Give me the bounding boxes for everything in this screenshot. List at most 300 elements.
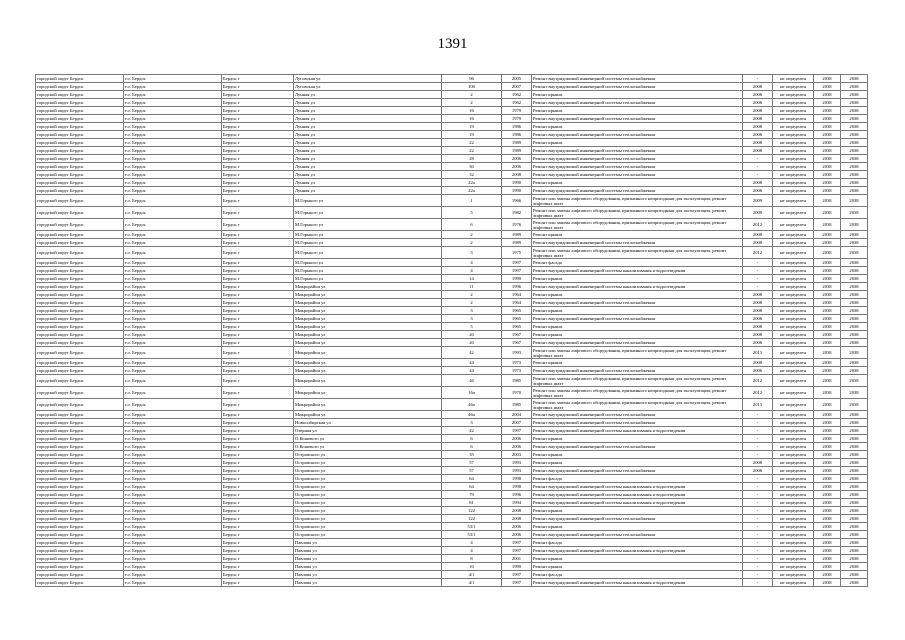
- last-repair-cell: 2008: [743, 459, 773, 467]
- settlement-cell: г.о. Бердск: [124, 75, 222, 83]
- work-type-cell: Ремонт внутридомовой инженерной системы теплоснабжения: [532, 419, 743, 427]
- work-type-cell: Ремонт фасада: [532, 259, 743, 267]
- plan-start-cell: 2038: [814, 499, 841, 507]
- work-type-cell: Ремонт или замена лифтового оборудования, признанного непригодным для эксплуатации, ремонт лифтовых шахт: [532, 387, 743, 399]
- street-cell: Павлова ул: [294, 539, 442, 547]
- table-row: [36, 331, 868, 339]
- house-number-cell: 22: [442, 147, 502, 155]
- plan-end-cell: 2038: [841, 427, 868, 435]
- plan-status-cell: не определен: [773, 367, 814, 375]
- municipality-cell: городской округ Бердск: [36, 515, 124, 523]
- house-number-cell: 2: [442, 91, 502, 99]
- built-year-cell: 1990: [502, 187, 532, 195]
- built-year-cell: 2007: [502, 419, 532, 427]
- plan-status-cell: не определен: [773, 387, 814, 399]
- house-number-cell: 11: [442, 283, 502, 291]
- plan-end-cell: 2038: [841, 195, 868, 207]
- settlement-cell: г.о. Бердск: [124, 163, 222, 171]
- plan-end-cell: 2038: [841, 347, 868, 359]
- settlement-cell: г.о. Бердск: [124, 195, 222, 207]
- city-cell: Бердск г: [222, 195, 294, 207]
- plan-status-cell: не определен: [773, 171, 814, 179]
- built-year-cell: 1970: [502, 387, 532, 399]
- work-type-cell: Ремонт внутридомовой инженерной системы теплоснабжения: [532, 299, 743, 307]
- last-repair-cell: 2009: [743, 207, 773, 219]
- plan-end-cell: 2038: [841, 275, 868, 283]
- plan-start-cell: 2038: [814, 515, 841, 523]
- built-year-cell: 1993: [502, 459, 532, 467]
- work-type-cell: Ремонт внутридомовой инженерной системы теплоснабжения: [532, 147, 743, 155]
- street-cell: Островского ул: [294, 483, 442, 491]
- city-cell: Бердск г: [222, 91, 294, 99]
- city-cell: Бердск г: [222, 459, 294, 467]
- last-repair-cell: -: [743, 267, 773, 275]
- built-year-cell: 2003: [502, 451, 532, 459]
- built-year-cell: 1990: [502, 179, 532, 187]
- table-row: [36, 467, 868, 475]
- street-cell: Павлова ул: [294, 563, 442, 571]
- city-cell: Бердск г: [222, 155, 294, 163]
- plan-status-cell: не определен: [773, 539, 814, 547]
- city-cell: Бердск г: [222, 275, 294, 283]
- last-repair-cell: -: [743, 555, 773, 563]
- plan-start-cell: 2038: [814, 427, 841, 435]
- plan-start-cell: 2038: [814, 115, 841, 123]
- city-cell: Бердск г: [222, 123, 294, 131]
- plan-status-cell: не определен: [773, 219, 814, 231]
- municipality-cell: городской округ Бердск: [36, 419, 124, 427]
- work-type-cell: Ремонт крыши: [532, 123, 743, 131]
- plan-start-cell: 2038: [814, 435, 841, 443]
- city-cell: Бердск г: [222, 531, 294, 539]
- plan-start-cell: 2038: [814, 171, 841, 179]
- municipality-cell: городской округ Бердск: [36, 239, 124, 247]
- plan-status-cell: не определен: [773, 323, 814, 331]
- city-cell: Бердск г: [222, 75, 294, 83]
- plan-status-cell: не определен: [773, 207, 814, 219]
- built-year-cell: 1962: [502, 91, 532, 99]
- built-year-cell: 1982: [502, 207, 532, 219]
- last-repair-cell: -: [743, 283, 773, 291]
- built-year-cell: 1966: [502, 195, 532, 207]
- settlement-cell: г.о. Бердск: [124, 507, 222, 515]
- plan-start-cell: 2038: [814, 219, 841, 231]
- built-year-cell: 1976: [502, 219, 532, 231]
- settlement-cell: г.о. Бердск: [124, 359, 222, 367]
- street-cell: М.Горького ул: [294, 259, 442, 267]
- last-repair-cell: 2008: [743, 299, 773, 307]
- table-row: [36, 411, 868, 419]
- table-row: [36, 367, 868, 375]
- city-cell: Бердск г: [222, 539, 294, 547]
- plan-status-cell: не определен: [773, 579, 814, 587]
- plan-end-cell: 2038: [841, 547, 868, 555]
- municipality-cell: городской округ Бердск: [36, 291, 124, 299]
- last-repair-cell: 2008: [743, 291, 773, 299]
- house-number-cell: 6: [442, 435, 502, 443]
- plan-end-cell: 2038: [841, 131, 868, 139]
- plan-end-cell: 2038: [841, 367, 868, 375]
- plan-start-cell: 2038: [814, 75, 841, 83]
- street-cell: Островского ул: [294, 491, 442, 499]
- built-year-cell: 2006: [502, 155, 532, 163]
- house-number-cell: 64: [442, 483, 502, 491]
- city-cell: Бердск г: [222, 339, 294, 347]
- table-row: [36, 571, 868, 579]
- built-year-cell: 1997: [502, 539, 532, 547]
- table-row: [36, 267, 868, 275]
- settlement-cell: г.о. Бердск: [124, 247, 222, 259]
- plan-start-cell: 2038: [814, 107, 841, 115]
- last-repair-cell: 2008: [743, 83, 773, 91]
- plan-start-cell: 2038: [814, 207, 841, 219]
- built-year-cell: 1997: [502, 579, 532, 587]
- settlement-cell: г.о. Бердск: [124, 451, 222, 459]
- municipality-cell: городской округ Бердск: [36, 331, 124, 339]
- table-row: [36, 507, 868, 515]
- last-repair-cell: -: [743, 483, 773, 491]
- built-year-cell: 1989: [502, 239, 532, 247]
- plan-end-cell: 2038: [841, 83, 868, 91]
- table-row: [36, 515, 868, 523]
- municipality-cell: городской округ Бердск: [36, 555, 124, 563]
- house-number-cell: 79: [442, 491, 502, 499]
- street-cell: Микрорайон ул: [294, 339, 442, 347]
- city-cell: Бердск г: [222, 579, 294, 587]
- municipality-cell: городской округ Бердск: [36, 139, 124, 147]
- work-type-cell: Ремонт внутридомовой инженерной системы теплоснабжения: [532, 131, 743, 139]
- plan-start-cell: 2038: [814, 419, 841, 427]
- city-cell: Бердск г: [222, 299, 294, 307]
- work-type-cell: Ремонт фасада: [532, 475, 743, 483]
- table-row: [36, 323, 868, 331]
- work-type-cell: Ремонт или замена лифтового оборудования, признанного непригодным для эксплуатации, ремонт лифтовых шахт: [532, 219, 743, 231]
- last-repair-cell: 2008: [743, 359, 773, 367]
- table-row: [36, 375, 868, 387]
- city-cell: Бердск г: [222, 443, 294, 451]
- house-number-cell: 44: [442, 367, 502, 375]
- street-cell: Микрорайон ул: [294, 359, 442, 367]
- municipality-cell: городской округ Бердск: [36, 219, 124, 231]
- municipality-cell: городской округ Бердск: [36, 443, 124, 451]
- table-row: [36, 339, 868, 347]
- plan-status-cell: не определен: [773, 307, 814, 315]
- table-row: [36, 579, 868, 587]
- settlement-cell: г.о. Бердск: [124, 307, 222, 315]
- plan-start-cell: 2038: [814, 399, 841, 411]
- plan-start-cell: 2038: [814, 147, 841, 155]
- municipality-cell: городской округ Бердск: [36, 579, 124, 587]
- plan-end-cell: 2038: [841, 387, 868, 399]
- plan-status-cell: не определен: [773, 179, 814, 187]
- house-number-cell: 122: [442, 507, 502, 515]
- last-repair-cell: -: [743, 499, 773, 507]
- work-type-cell: Ремонт крыши: [532, 331, 743, 339]
- settlement-cell: г.о. Бердск: [124, 155, 222, 163]
- plan-end-cell: 2038: [841, 475, 868, 483]
- settlement-cell: г.о. Бердск: [124, 139, 222, 147]
- municipality-cell: городской округ Бердск: [36, 107, 124, 115]
- table-row: [36, 275, 868, 283]
- settlement-cell: г.о. Бердск: [124, 147, 222, 155]
- built-year-cell: 1989: [502, 139, 532, 147]
- house-number-cell: 20: [442, 339, 502, 347]
- municipality-cell: городской округ Бердск: [36, 359, 124, 367]
- municipality-cell: городской округ Бердск: [36, 399, 124, 411]
- house-number-cell: 3: [442, 419, 502, 427]
- last-repair-cell: 2009: [743, 195, 773, 207]
- settlement-cell: г.о. Бердск: [124, 563, 222, 571]
- plan-status-cell: не определен: [773, 275, 814, 283]
- last-repair-cell: -: [743, 579, 773, 587]
- table-row: [36, 491, 868, 499]
- settlement-cell: г.о. Бердск: [124, 275, 222, 283]
- plan-start-cell: 2038: [814, 139, 841, 147]
- table-row: [36, 435, 868, 443]
- work-type-cell: Ремонт внутридомовой инженерной системы теплоснабжения: [532, 367, 743, 375]
- last-repair-cell: 2006: [743, 187, 773, 195]
- city-cell: Бердск г: [222, 571, 294, 579]
- built-year-cell: 2006: [502, 523, 532, 531]
- street-cell: М.Горького ул: [294, 219, 442, 231]
- work-type-cell: Ремонт или замена лифтового оборудования, признанного непригодным для эксплуатации, ремонт лифтовых шахт: [532, 399, 743, 411]
- plan-status-cell: не определен: [773, 411, 814, 419]
- work-type-cell: Ремонт внутридомовой инженерной системы теплоснабжения: [532, 531, 743, 539]
- street-cell: Островского ул: [294, 475, 442, 483]
- plan-start-cell: 2038: [814, 483, 841, 491]
- settlement-cell: г.о. Бердск: [124, 207, 222, 219]
- work-type-cell: Ремонт крыши: [532, 179, 743, 187]
- plan-end-cell: 2038: [841, 171, 868, 179]
- street-cell: Новосибирская ул: [294, 419, 442, 427]
- city-cell: Бердск г: [222, 387, 294, 399]
- municipality-cell: городской округ Бердск: [36, 299, 124, 307]
- house-number-cell: 81: [442, 499, 502, 507]
- built-year-cell: 1979: [502, 115, 532, 123]
- data-table-container: [35, 74, 867, 587]
- plan-status-cell: не определен: [773, 123, 814, 131]
- house-number-cell: 16а: [442, 387, 502, 399]
- house-number-cell: 64: [442, 475, 502, 483]
- plan-status-cell: не определен: [773, 523, 814, 531]
- municipality-cell: городской округ Бердск: [36, 499, 124, 507]
- municipality-cell: городской округ Бердск: [36, 231, 124, 239]
- plan-start-cell: 2038: [814, 195, 841, 207]
- house-number-cell: 5: [442, 207, 502, 219]
- work-type-cell: Ремонт внутридомовой инженерной системы теплоснабжения: [532, 467, 743, 475]
- street-cell: Островского ул: [294, 451, 442, 459]
- last-repair-cell: -: [743, 259, 773, 267]
- plan-status-cell: не определен: [773, 83, 814, 91]
- plan-end-cell: 2038: [841, 563, 868, 571]
- house-number-cell: 5: [442, 323, 502, 331]
- settlement-cell: г.о. Бердск: [124, 443, 222, 451]
- last-repair-cell: 2012: [743, 219, 773, 231]
- street-cell: Лунная ул: [294, 187, 442, 195]
- plan-status-cell: не определен: [773, 267, 814, 275]
- settlement-cell: г.о. Бердск: [124, 259, 222, 267]
- house-number-cell: 2: [442, 99, 502, 107]
- city-cell: Бердск г: [222, 491, 294, 499]
- plan-start-cell: 2038: [814, 459, 841, 467]
- street-cell: О.Кошевого ул: [294, 443, 442, 451]
- city-cell: Бердск г: [222, 239, 294, 247]
- city-cell: Бердск г: [222, 331, 294, 339]
- plan-end-cell: 2038: [841, 315, 868, 323]
- plan-end-cell: 2038: [841, 331, 868, 339]
- last-repair-cell: 2012: [743, 247, 773, 259]
- plan-start-cell: 2038: [814, 99, 841, 107]
- house-number-cell: 30: [442, 163, 502, 171]
- plan-status-cell: не определен: [773, 195, 814, 207]
- plan-status-cell: не определен: [773, 547, 814, 555]
- plan-end-cell: 2038: [841, 399, 868, 411]
- city-cell: Бердск г: [222, 187, 294, 195]
- settlement-cell: г.о. Бердск: [124, 131, 222, 139]
- last-repair-cell: 2008: [743, 323, 773, 331]
- municipality-cell: городской округ Бердск: [36, 99, 124, 107]
- plan-start-cell: 2038: [814, 467, 841, 475]
- plan-end-cell: 2038: [841, 451, 868, 459]
- city-cell: Бердск г: [222, 107, 294, 115]
- city-cell: Бердск г: [222, 247, 294, 259]
- house-number-cell: 122: [442, 515, 502, 523]
- work-type-cell: Ремонт или замена лифтового оборудования, признанного непригодным для эксплуатации, ремонт лифтовых шахт: [532, 207, 743, 219]
- municipality-cell: городской округ Бердск: [36, 315, 124, 323]
- built-year-cell: 1998: [502, 483, 532, 491]
- street-cell: Луговская ул: [294, 75, 442, 83]
- last-repair-cell: -: [743, 547, 773, 555]
- municipality-cell: городской округ Бердск: [36, 451, 124, 459]
- work-type-cell: Ремонт внутридомовой инженерной системы теплоснабжения: [532, 163, 743, 171]
- plan-start-cell: 2038: [814, 347, 841, 359]
- last-repair-cell: -: [743, 427, 773, 435]
- last-repair-cell: -: [743, 155, 773, 163]
- municipality-cell: городской округ Бердск: [36, 179, 124, 187]
- plan-status-cell: не определен: [773, 531, 814, 539]
- street-cell: Микрорайон ул: [294, 399, 442, 411]
- plan-end-cell: 2038: [841, 411, 868, 419]
- plan-status-cell: не определен: [773, 331, 814, 339]
- street-cell: Лунная ул: [294, 171, 442, 179]
- settlement-cell: г.о. Бердск: [124, 555, 222, 563]
- street-cell: М.Горького ул: [294, 239, 442, 247]
- plan-status-cell: не определен: [773, 139, 814, 147]
- settlement-cell: г.о. Бердск: [124, 179, 222, 187]
- plan-start-cell: 2038: [814, 307, 841, 315]
- plan-end-cell: 2038: [841, 259, 868, 267]
- municipality-cell: городской округ Бердск: [36, 387, 124, 399]
- house-number-cell: 22а: [442, 187, 502, 195]
- plan-start-cell: 2038: [814, 411, 841, 419]
- plan-status-cell: не определен: [773, 571, 814, 579]
- street-cell: Лунная ул: [294, 115, 442, 123]
- city-cell: Бердск г: [222, 259, 294, 267]
- last-repair-cell: 2008: [743, 107, 773, 115]
- municipality-cell: городской округ Бердск: [36, 171, 124, 179]
- settlement-cell: г.о. Бердск: [124, 475, 222, 483]
- city-cell: Бердск г: [222, 179, 294, 187]
- municipality-cell: городской округ Бердск: [36, 123, 124, 131]
- plan-start-cell: 2038: [814, 331, 841, 339]
- last-repair-cell: 2008: [743, 307, 773, 315]
- settlement-cell: г.о. Бердск: [124, 231, 222, 239]
- city-cell: Бердск г: [222, 131, 294, 139]
- house-number-cell: 96: [442, 75, 502, 83]
- plan-status-cell: не определен: [773, 231, 814, 239]
- city-cell: Бердск г: [222, 267, 294, 275]
- work-type-cell: Ремонт крыши: [532, 323, 743, 331]
- municipality-cell: городской округ Бердск: [36, 267, 124, 275]
- last-repair-cell: -: [743, 443, 773, 451]
- settlement-cell: г.о. Бердск: [124, 531, 222, 539]
- plan-end-cell: 2038: [841, 531, 868, 539]
- settlement-cell: г.о. Бердск: [124, 123, 222, 131]
- last-repair-cell: 2006: [743, 467, 773, 475]
- municipality-cell: городской округ Бердск: [36, 155, 124, 163]
- city-cell: Бердск г: [222, 523, 294, 531]
- street-cell: Островского ул: [294, 467, 442, 475]
- plan-status-cell: не определен: [773, 315, 814, 323]
- table-row: [36, 563, 868, 571]
- plan-start-cell: 2038: [814, 443, 841, 451]
- plan-status-cell: не определен: [773, 283, 814, 291]
- last-repair-cell: -: [743, 475, 773, 483]
- plan-start-cell: 2038: [814, 563, 841, 571]
- municipality-cell: городской округ Бердск: [36, 435, 124, 443]
- plan-status-cell: не определен: [773, 239, 814, 247]
- street-cell: Микрорайон ул: [294, 387, 442, 399]
- work-type-cell: Ремонт фасада: [532, 571, 743, 579]
- municipality-cell: городской округ Бердск: [36, 131, 124, 139]
- table-row: [36, 291, 868, 299]
- table-row: [36, 347, 868, 359]
- street-cell: Островского ул: [294, 499, 442, 507]
- page-number: 1391: [437, 36, 468, 52]
- street-cell: М.Горького ул: [294, 207, 442, 219]
- last-repair-cell: -: [743, 515, 773, 523]
- plan-end-cell: 2038: [841, 299, 868, 307]
- table-row: [36, 147, 868, 155]
- table-row: [36, 123, 868, 131]
- last-repair-cell: 2012: [743, 387, 773, 399]
- plan-end-cell: 2038: [841, 555, 868, 563]
- plan-status-cell: не определен: [773, 155, 814, 163]
- street-cell: Лунная ул: [294, 155, 442, 163]
- last-repair-cell: -: [743, 563, 773, 571]
- municipality-cell: городской округ Бердск: [36, 347, 124, 359]
- repair-schedule-table: [35, 74, 868, 587]
- plan-start-cell: 2038: [814, 163, 841, 171]
- plan-end-cell: 2038: [841, 507, 868, 515]
- house-number-cell: 6: [442, 443, 502, 451]
- plan-start-cell: 2038: [814, 231, 841, 239]
- municipality-cell: городской округ Бердск: [36, 367, 124, 375]
- house-number-cell: 44: [442, 359, 502, 367]
- plan-status-cell: не определен: [773, 259, 814, 267]
- street-cell: Луговская ул: [294, 83, 442, 91]
- city-cell: Бердск г: [222, 483, 294, 491]
- plan-end-cell: 2038: [841, 459, 868, 467]
- plan-end-cell: 2038: [841, 291, 868, 299]
- plan-end-cell: 2038: [841, 91, 868, 99]
- work-type-cell: Ремонт внутридомовой инженерной системы теплоснабжения: [532, 99, 743, 107]
- built-year-cell: 2008: [502, 507, 532, 515]
- work-type-cell: Ремонт внутридомовой инженерной системы теплоснабжения: [532, 75, 743, 83]
- work-type-cell: Ремонт внутридомовой инженерной системы теплоснабжения: [532, 187, 743, 195]
- plan-end-cell: 2038: [841, 247, 868, 259]
- plan-end-cell: 2038: [841, 155, 868, 163]
